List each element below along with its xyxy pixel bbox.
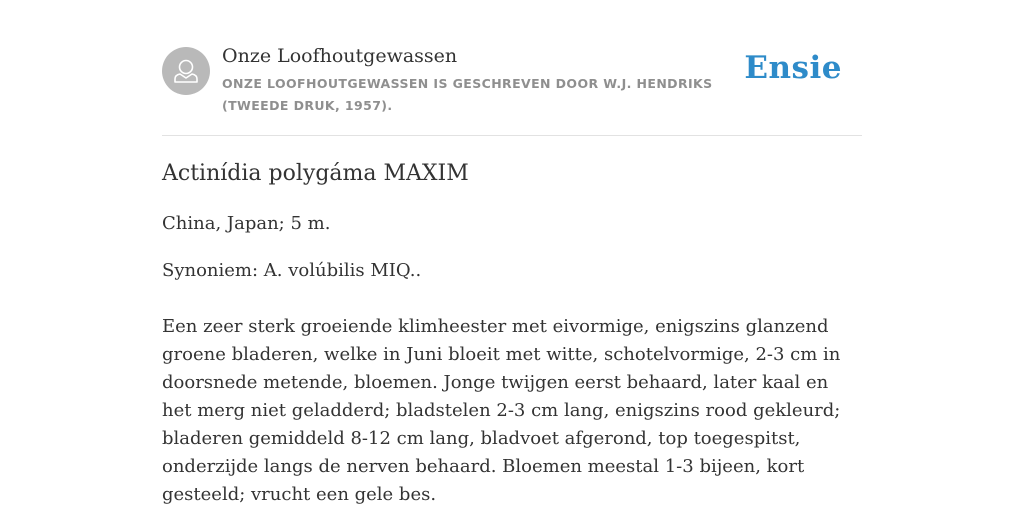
source-header <box>162 45 862 135</box>
author-name[interactable]: Onze Loofhoutgewassen <box>222 45 458 67</box>
article-title: Actinídia polygáma MAXIM <box>162 161 469 186</box>
author-avatar[interactable] <box>162 47 210 95</box>
user-icon <box>162 47 210 95</box>
author-description: ONZE LOOFHOUTGEWASSEN IS GESCHREVEN DOOR W.J. HENDRIKS (TWEEDE DRUK, 1957). <box>222 76 713 113</box>
article-paragraph-synonym: Synoniem: A. volúbilis MIQ.. <box>162 260 422 281</box>
article-paragraph-description: Een zeer sterk groeiende klimheester met eivormige, enigszins glanzend groene bladeren, welke in Juni bloeit met witte, schotelvormige, 2-3 cm in doorsnede metende, bloemen. Jonge twijgen eerst behaard, later kaal en het merg niet geladderd; bladstelen 2-3 cm lang, enigszins rood gekleurd; bladeren gemiddeld 8-12 cm lang, bladvoet afgerond, top toegespitst, onderzijde langs de nerven behaard. Bloemen meestal 1-3 bijeen, kort gesteeld; vrucht een gele bes. <box>162 316 841 505</box>
article-paragraph-origin: China, Japan; 5 m. <box>162 213 331 234</box>
article-body <box>162 158 862 509</box>
header-divider <box>162 135 862 136</box>
ensie-logo[interactable]: Ensie <box>744 50 842 86</box>
